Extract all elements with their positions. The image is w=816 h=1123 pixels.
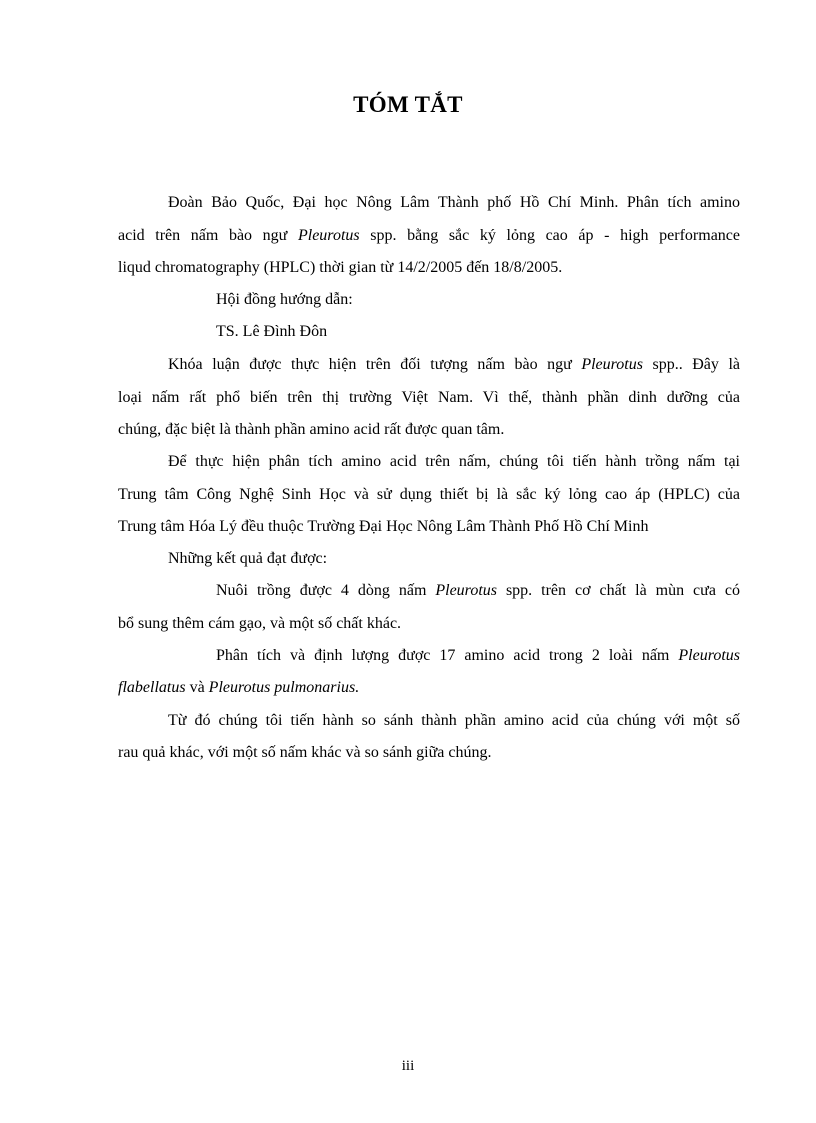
- page-number: iii: [401, 1058, 415, 1074]
- text-line: Khóa luận được thực hiện trên đối tượng nấm bào ngư Pleurotus spp.. Đây là: [168, 356, 740, 373]
- text-line: loại nấm rất phổ biến trên thị trường Việt Nam. Vì thế, thành phần dinh dưỡng của: [118, 389, 740, 406]
- text-line: liqud chromatography (HPLC) thời gian từ 14/2/2005 đến 18/8/2005.: [118, 259, 563, 276]
- text-line: Trung tâm Công Nghệ Sinh Học và sử dụng thiết bị là sắc ký lỏng cao áp (HPLC) của: [118, 486, 740, 503]
- advisor-name: TS. Lê Đình Đôn: [216, 323, 328, 340]
- results-label: Những kết quả đạt được:: [168, 550, 328, 567]
- result-item: bổ sung thêm cám gạo, và một số chất khác.: [118, 615, 402, 632]
- text-line: Để thực hiện phân tích amino acid trên nấm, chúng tôi tiến hành trồng nấm tại: [168, 453, 740, 470]
- text-line: chúng, đặc biệt là thành phần amino acid rất được quan tâm.: [118, 421, 505, 438]
- result-item: Phân tích và định lượng được 17 amino acid trong 2 loài nấm Pleurotus: [216, 647, 740, 664]
- result-item: flabellatus và Pleurotus pulmonarius.: [118, 679, 360, 696]
- text-line: rau quả khác, với một số nấm khác và so sánh giữa chúng.: [118, 744, 492, 761]
- text-line: Đoàn Bảo Quốc, Đại học Nông Lâm Thành phố Hồ Chí Minh. Phân tích amino: [168, 194, 740, 211]
- text-line: acid trên nấm bào ngư Pleurotus spp. bằng sắc ký lỏng cao áp - high performance: [118, 227, 740, 244]
- text-line: Trung tâm Hóa Lý đều thuộc Trường Đại Học Nông Lâm Thành Phố Hồ Chí Minh: [118, 518, 649, 535]
- page-title: TÓM TẮT: [353, 92, 463, 117]
- advisor-label: Hội đồng hướng dẫn:: [216, 291, 353, 308]
- text-line: Từ đó chúng tôi tiến hành so sánh thành phần amino acid của chúng với một số: [168, 712, 740, 729]
- result-item: Nuôi trồng được 4 dòng nấm Pleurotus spp. trên cơ chất là mùn cưa có: [216, 582, 740, 599]
